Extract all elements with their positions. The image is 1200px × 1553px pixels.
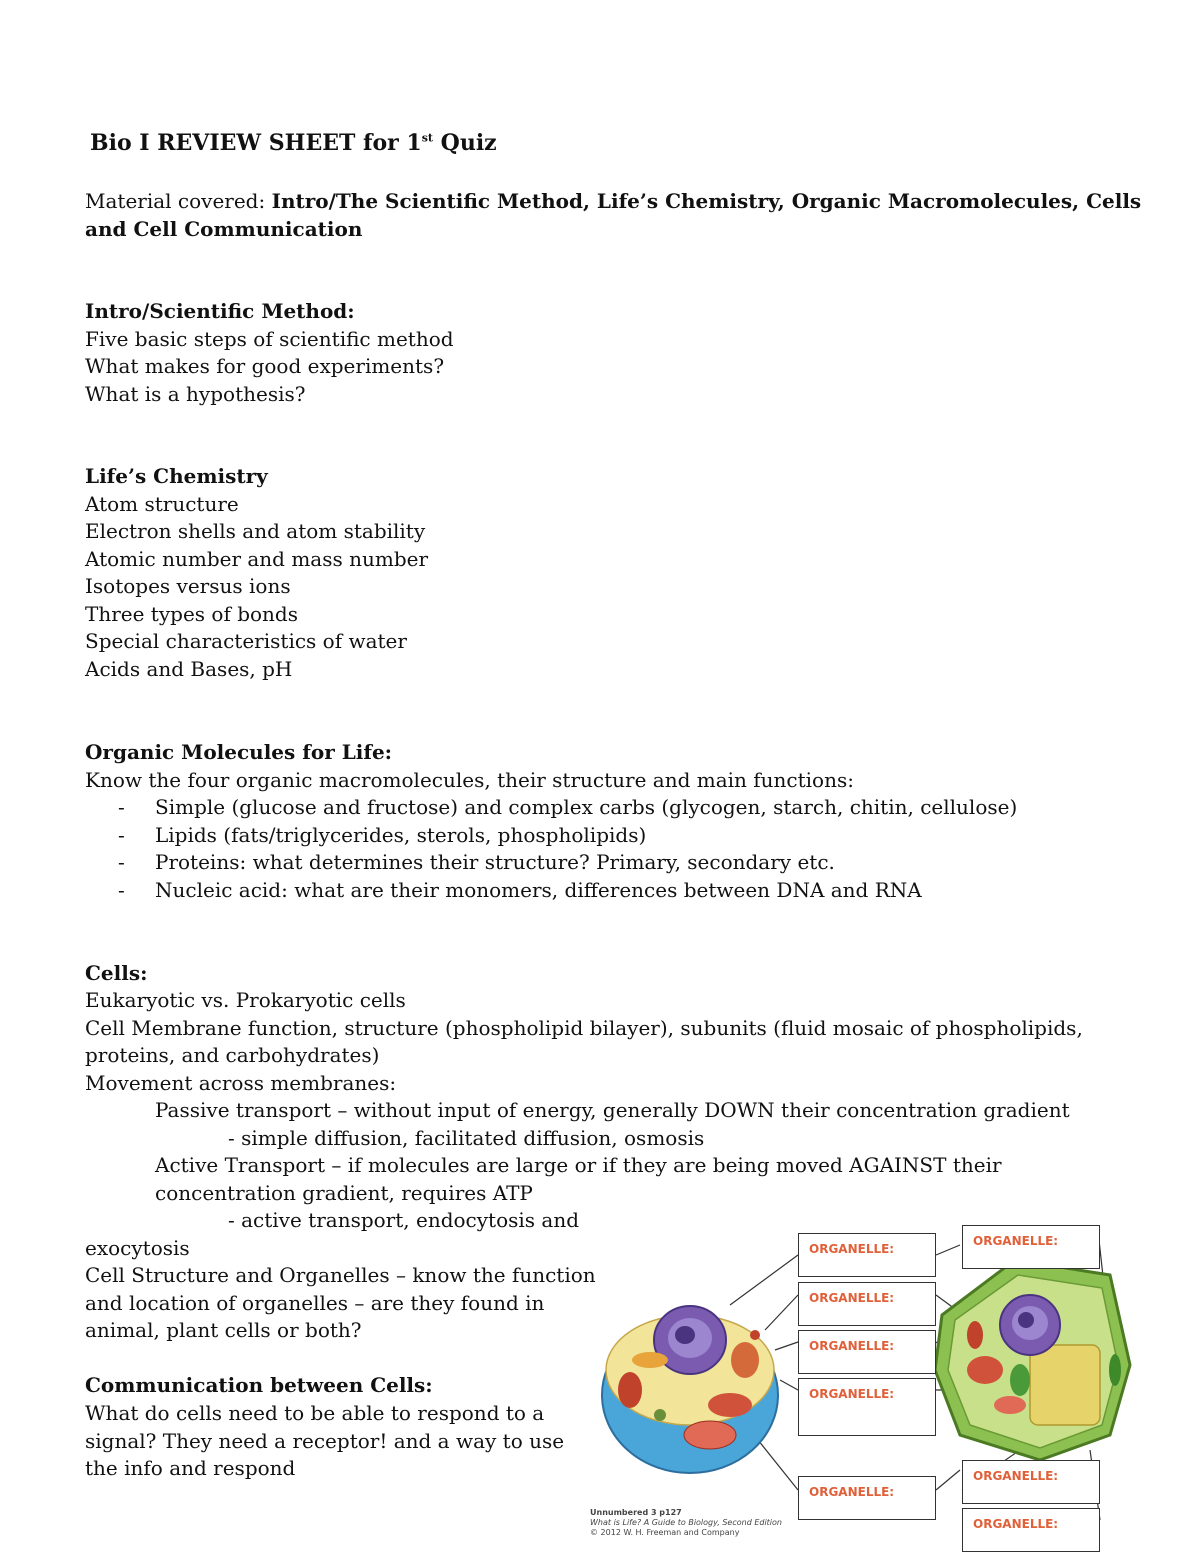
material-covered-line1: Material covered: Intro/The Scientific Method, Life’s Chemistry, Organic Macromolecules, Cells [85,189,1142,213]
passive-transport: Passive transport – without input of energy, generally DOWN their concentration gradient [155,1098,1070,1122]
material-covered-line2: and Cell Communication [85,217,363,241]
organelle-label-box[interactable]: ORGANELLE: [798,1378,936,1436]
list-item: Electron shells and atom stability [85,519,426,543]
organelle-label-box[interactable]: ORGANELLE: [962,1508,1100,1552]
list-item: Atom structure [85,492,239,516]
organelle-label-box[interactable]: ORGANELLE: [798,1233,936,1277]
cells-line: Cell Structure and Organelles – know the function [85,1263,596,1287]
list-item: Isotopes versus ions [85,574,291,598]
active-transport-sub: - active transport, endocytosis and [228,1208,580,1232]
bullet-mark: - [118,795,125,819]
figure-credit: What is Life? A Guide to Biology, Second Edition [590,1518,782,1527]
cells-line: Eukaryotic vs. Prokaryotic cells [85,988,406,1012]
passive-transport-sub: - simple diffusion, facilitated diffusion, osmosis [228,1126,705,1150]
bullet-item: Simple (glucose and fructose) and complex carbs (glycogen, starch, chitin, cellulose) [155,795,1018,819]
bullet-item: Nucleic acid: what are their monomers, differences between DNA and RNA [155,878,922,902]
figure-credit: Unnumbered 3 p127 [590,1508,682,1517]
organelle-label-box[interactable]: ORGANELLE: [962,1225,1100,1269]
active-transport-cont: concentration gradient, requires ATP [155,1181,533,1205]
cells-line: Cell Membrane function, structure (phospholipid bilayer), subunits (fluid mosaic of phospholipids, [85,1016,1083,1040]
bullet-mark: - [118,823,125,847]
cells-line: and location of organelles – are they found in [85,1291,545,1315]
comm-line: What do cells need to be able to respond to a [85,1401,545,1425]
bullet-item: Proteins: what determines their structure? Primary, secondary etc. [155,850,835,874]
list-item: Three types of bonds [85,602,298,626]
list-item: What makes for good experiments? [85,354,445,378]
cells-line: animal, plant cells or both? [85,1318,362,1342]
page-title: Bio I REVIEW SHEET for 1st Quiz [90,130,497,156]
cells-line: Movement across membranes: [85,1071,397,1095]
cell-diagram-figure [590,1220,1135,1553]
organelle-label-box[interactable]: ORGANELLE: [962,1460,1100,1504]
bullet-item: Lipids (fats/triglycerides, sterols, phospholipids) [155,823,647,847]
list-item: What is a hypothesis? [85,382,306,406]
organelle-label-box[interactable]: ORGANELLE: [798,1330,936,1374]
comm-line: the info and respond [85,1456,296,1480]
section-heading-organic: Organic Molecules for Life: [85,740,393,764]
active-transport: Active Transport – if molecules are large or if they are being moved AGAINST their [155,1153,1002,1177]
list-item: Five basic steps of scientific method [85,327,454,351]
organic-intro: Know the four organic macromolecules, their structure and main functions: [85,768,854,792]
bullet-mark: - [118,850,125,874]
list-item: Special characteristics of water [85,629,407,653]
section-heading-intro: Intro/Scientific Method: [85,299,355,323]
organelle-label-box[interactable]: ORGANELLE: [798,1476,936,1520]
section-heading-communication: Communication between Cells: [85,1373,433,1397]
cells-line: proteins, and carbohydrates) [85,1043,380,1067]
list-item: Acids and Bases, pH [85,657,293,681]
cells-line: exocytosis [85,1236,190,1260]
organelle-label-box[interactable]: ORGANELLE: [798,1282,936,1326]
list-item: Atomic number and mass number [85,547,429,571]
section-heading-chemistry: Life’s Chemistry [85,464,268,488]
figure-credit: © 2012 W. H. Freeman and Company [590,1528,740,1537]
comm-line: signal? They need a receptor! and a way to use [85,1429,565,1453]
bullet-mark: - [118,878,125,902]
section-heading-cells: Cells: [85,961,148,985]
